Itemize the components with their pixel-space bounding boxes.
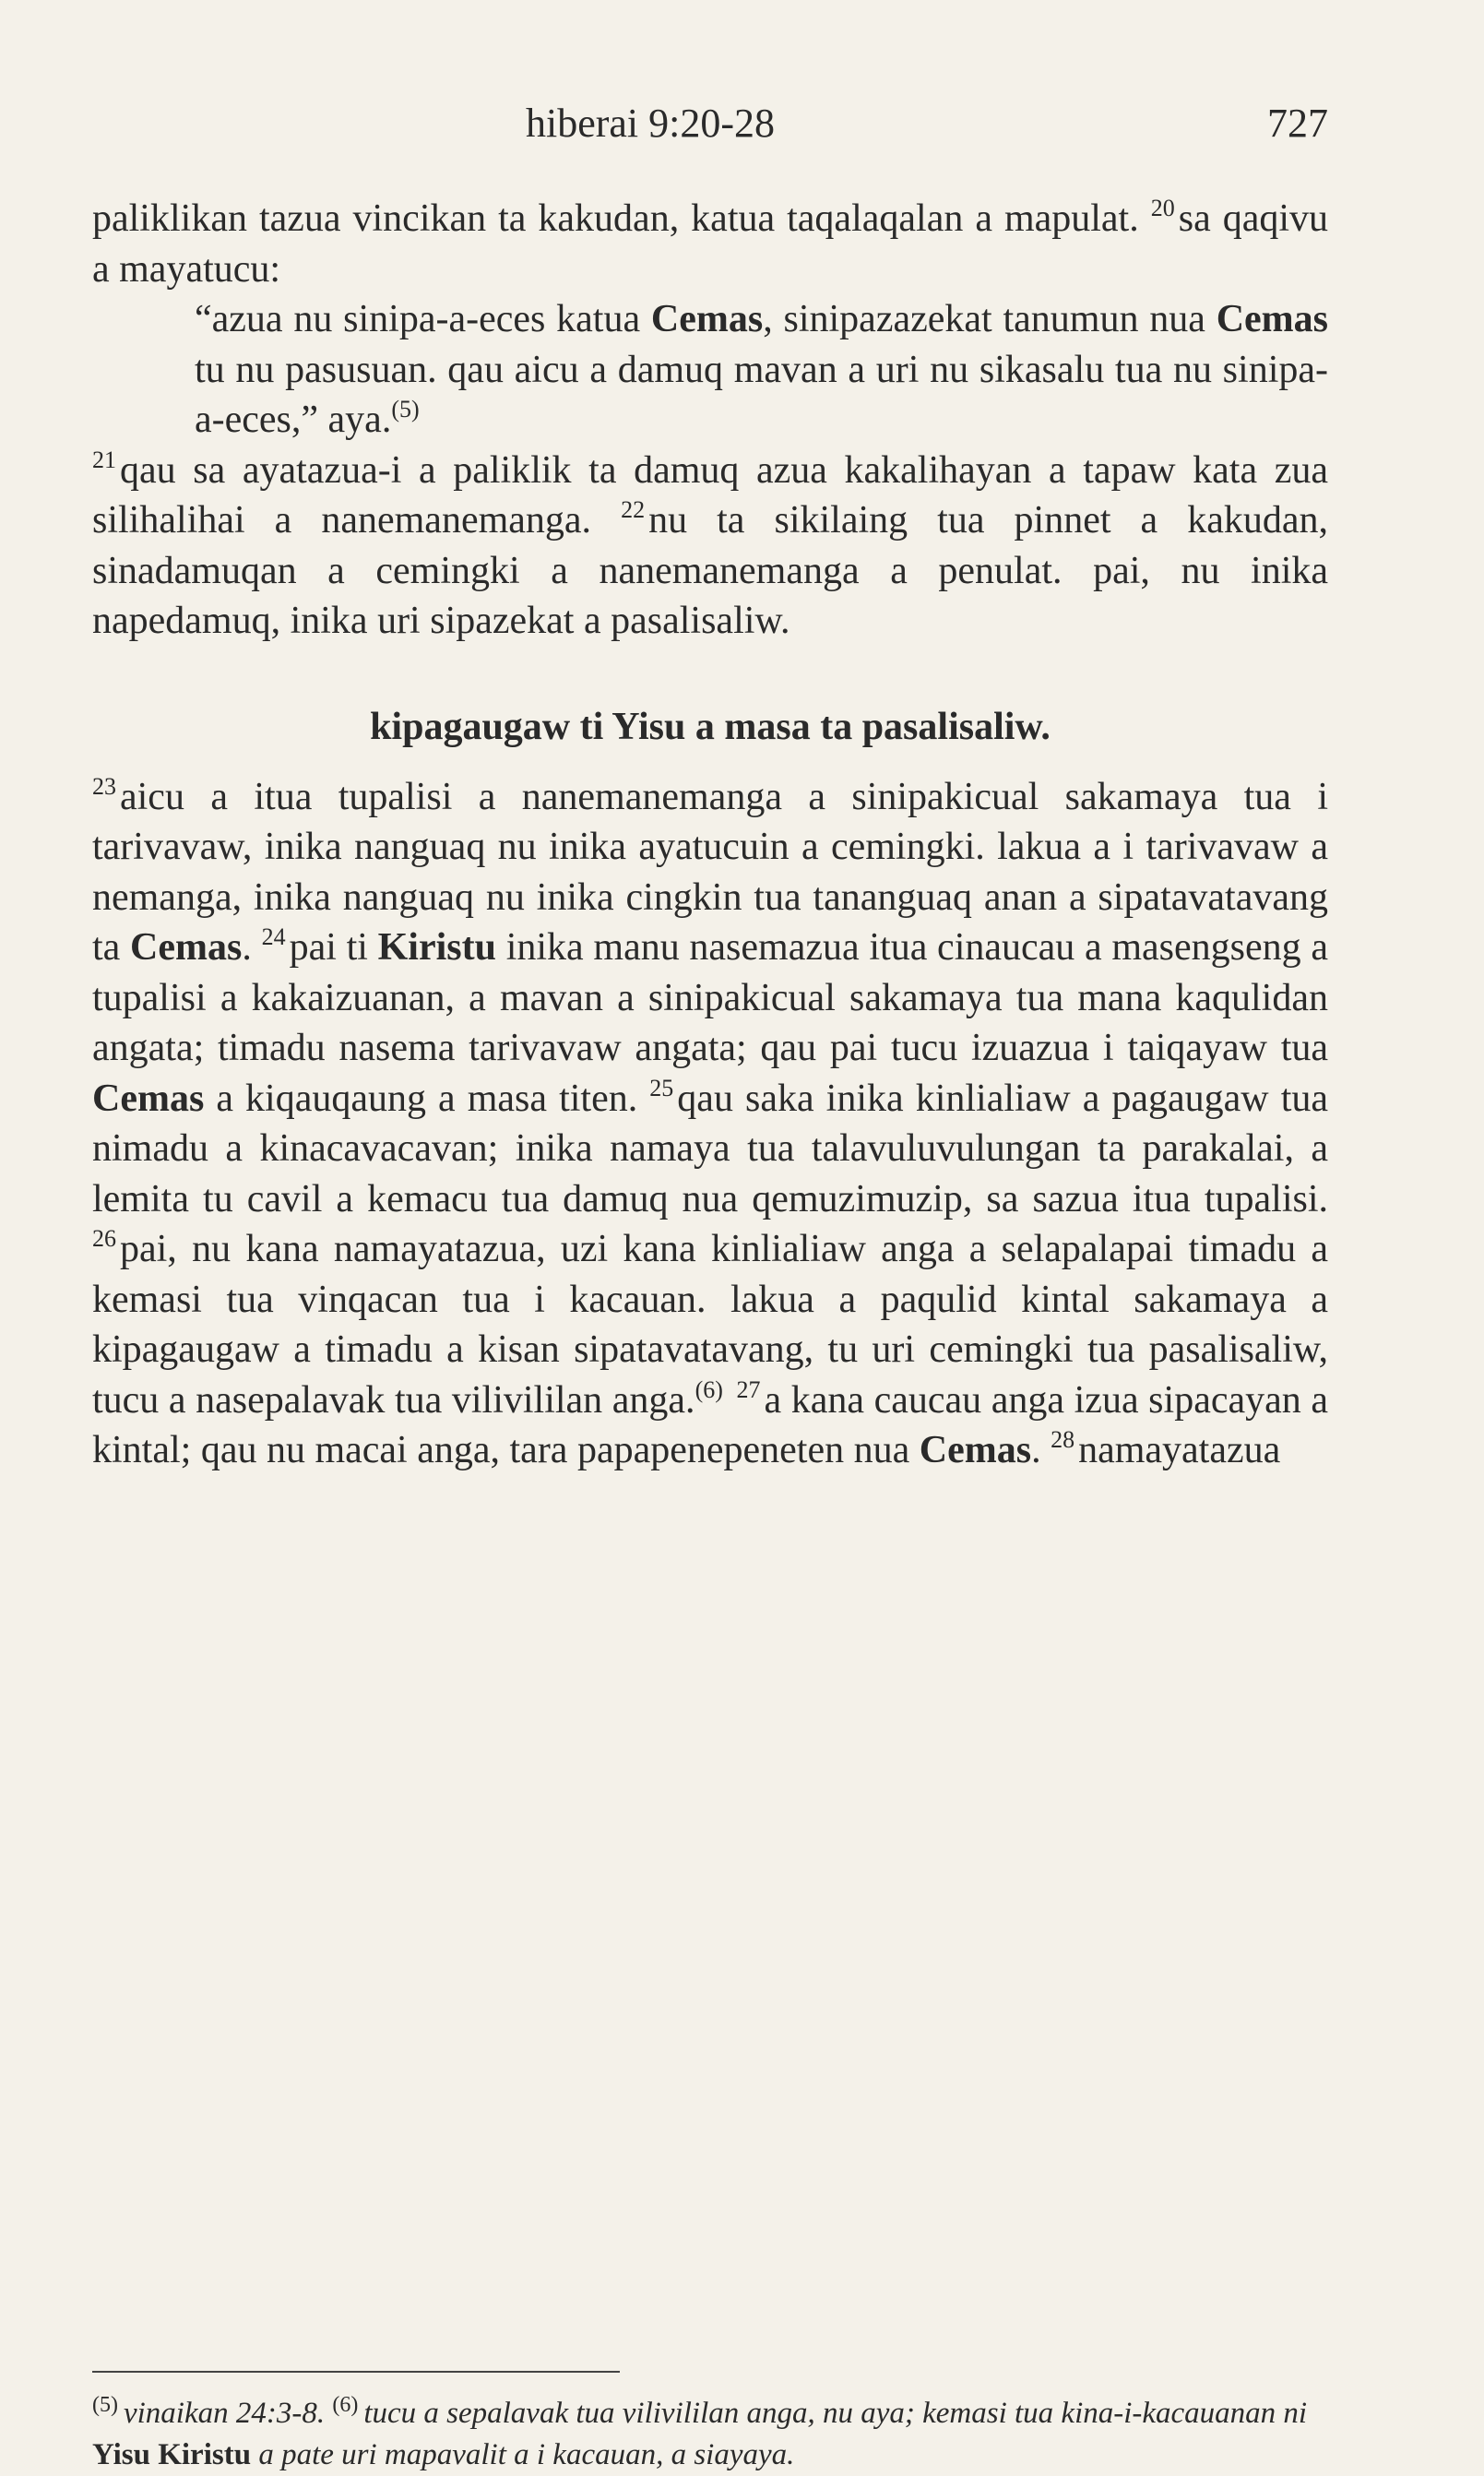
verse-number: 27	[736, 1375, 761, 1403]
footnote-divider	[92, 2371, 620, 2373]
verse-number: 25	[649, 1074, 674, 1101]
footnote-5: $^{(5)}$ vinaikan 24:3-8. $^{(6)}$ tucu a sepalavak tua vilivililan anga, nu aya; kemasi tua kina-i-kacauanan ni Yisu Kiristu a pate uri mapavalit a i kacauan, a siayaya.	[92, 2393, 1308, 2471]
page-header	[92, 100, 1328, 155]
verse-number: 24	[261, 923, 286, 950]
footnotes	[92, 2385, 1328, 2476]
paragraph-3: $^{23}$aicu a itua tupalisi a nanemanemanga a sinipakicual sakamaya tua i tarivavaw, inika nanguaq nu inika ayatucuin a cemingki. lakua a i tarivavaw a nemanga, inika nanguaq nu inika cingkin tua tananguaq anan a sipatavatavang ta Cemas. $^{24}$pai ti Kiristu inika manu nasemazua itua cinaucau a masengseng a tupalisi a kakaizuanan, a mavan a sinipakicual sakamaya tua mana kaqulidan angata; timadu nasema tarivavaw angata; qau pai tucu izuazua i taiqayaw tua Cemas a kiqauqaung a masa titen. $^{25}$qau saka inika kinlialiaw a pagaugaw tua nimadu a kinacavacavan; inika namaya tua talavuluvulungan ta parakalai, a lemita tu cavil a kemacu tua damuq nua qemuzimuzip, sa sazua itua tupalisi. $^{26}$pai, nu kana namayatazua, uzi kana kinlialiaw anga a selapalapai timadu a kemasi tua vinqacan tua i kacauan. lakua a paqulid kintal sakamaya a kipagaugaw a timadu a kisan sipatavatavang, tu uri cemingki tua pasalisaliw, tucu a nasepalavak tua vilivililan anga.$^{(6)}$ $^{27}$a kana caucau anga izua sipacayan a kintal; qau nu macai anga, tara papapenepeneten nua Cemas. $^{28}$namayatazua	[92, 772, 1329, 1471]
bold-name: Kiristu	[377, 926, 496, 969]
paragraph-2: $^{21}$qau sa ayatazua-i a paliklik ta damuq azua kakalihayan a tapaw kata zua silihalihai a nanemanemanga. $^{22}$nu ta sikilaing tua pinnet a kakudan, sinadamuqan a cemingki a nanemanemanga a penulat. pai, nu inika napedamuq, inika uri sipazekat a pasalisaliw.	[92, 446, 1328, 642]
verse-number: 28	[1051, 1426, 1075, 1453]
verse-number: 21	[92, 446, 116, 473]
bold-name: Cemas	[130, 926, 243, 969]
running-head: hiberai 9:20-28	[526, 101, 776, 146]
verse-number: 23	[92, 772, 116, 800]
bold-name: Cemas	[919, 1429, 1032, 1471]
page-number: 727	[1267, 101, 1328, 146]
section-heading: kipagaugaw ti Yisu a masa ta pasalisaliw.	[370, 705, 1051, 748]
verse-number: 20	[1150, 195, 1175, 221]
bold-name: Yisu Kiristu	[92, 2438, 252, 2471]
bold-name: Cemas	[1216, 298, 1328, 340]
footnote-marker: (5)	[391, 396, 420, 423]
quotation-block: “azua nu sinipa-a-eces katua Cemas, sinipazazekat tanumun nua Cemas tu nu pasusuan. qau aicu a damuq mavan a uri nu sikasalu tua nu sinipa-a-eces,” aya.$^{(5)}$	[195, 298, 1328, 441]
verse-number: 22	[621, 496, 646, 523]
bold-name: Cemas	[650, 298, 764, 340]
footnote-marker: (6)	[695, 1375, 723, 1403]
bold-name: Cemas	[92, 1077, 205, 1120]
main-text	[92, 194, 1328, 1476]
verse-number: 26	[92, 1225, 116, 1252]
paragraph-1: paliklikan tazua vincikan ta kakudan, katua taqalaqalan a mapulat. $^{20}$sa qaqivu a mayatucu:	[92, 195, 1328, 291]
